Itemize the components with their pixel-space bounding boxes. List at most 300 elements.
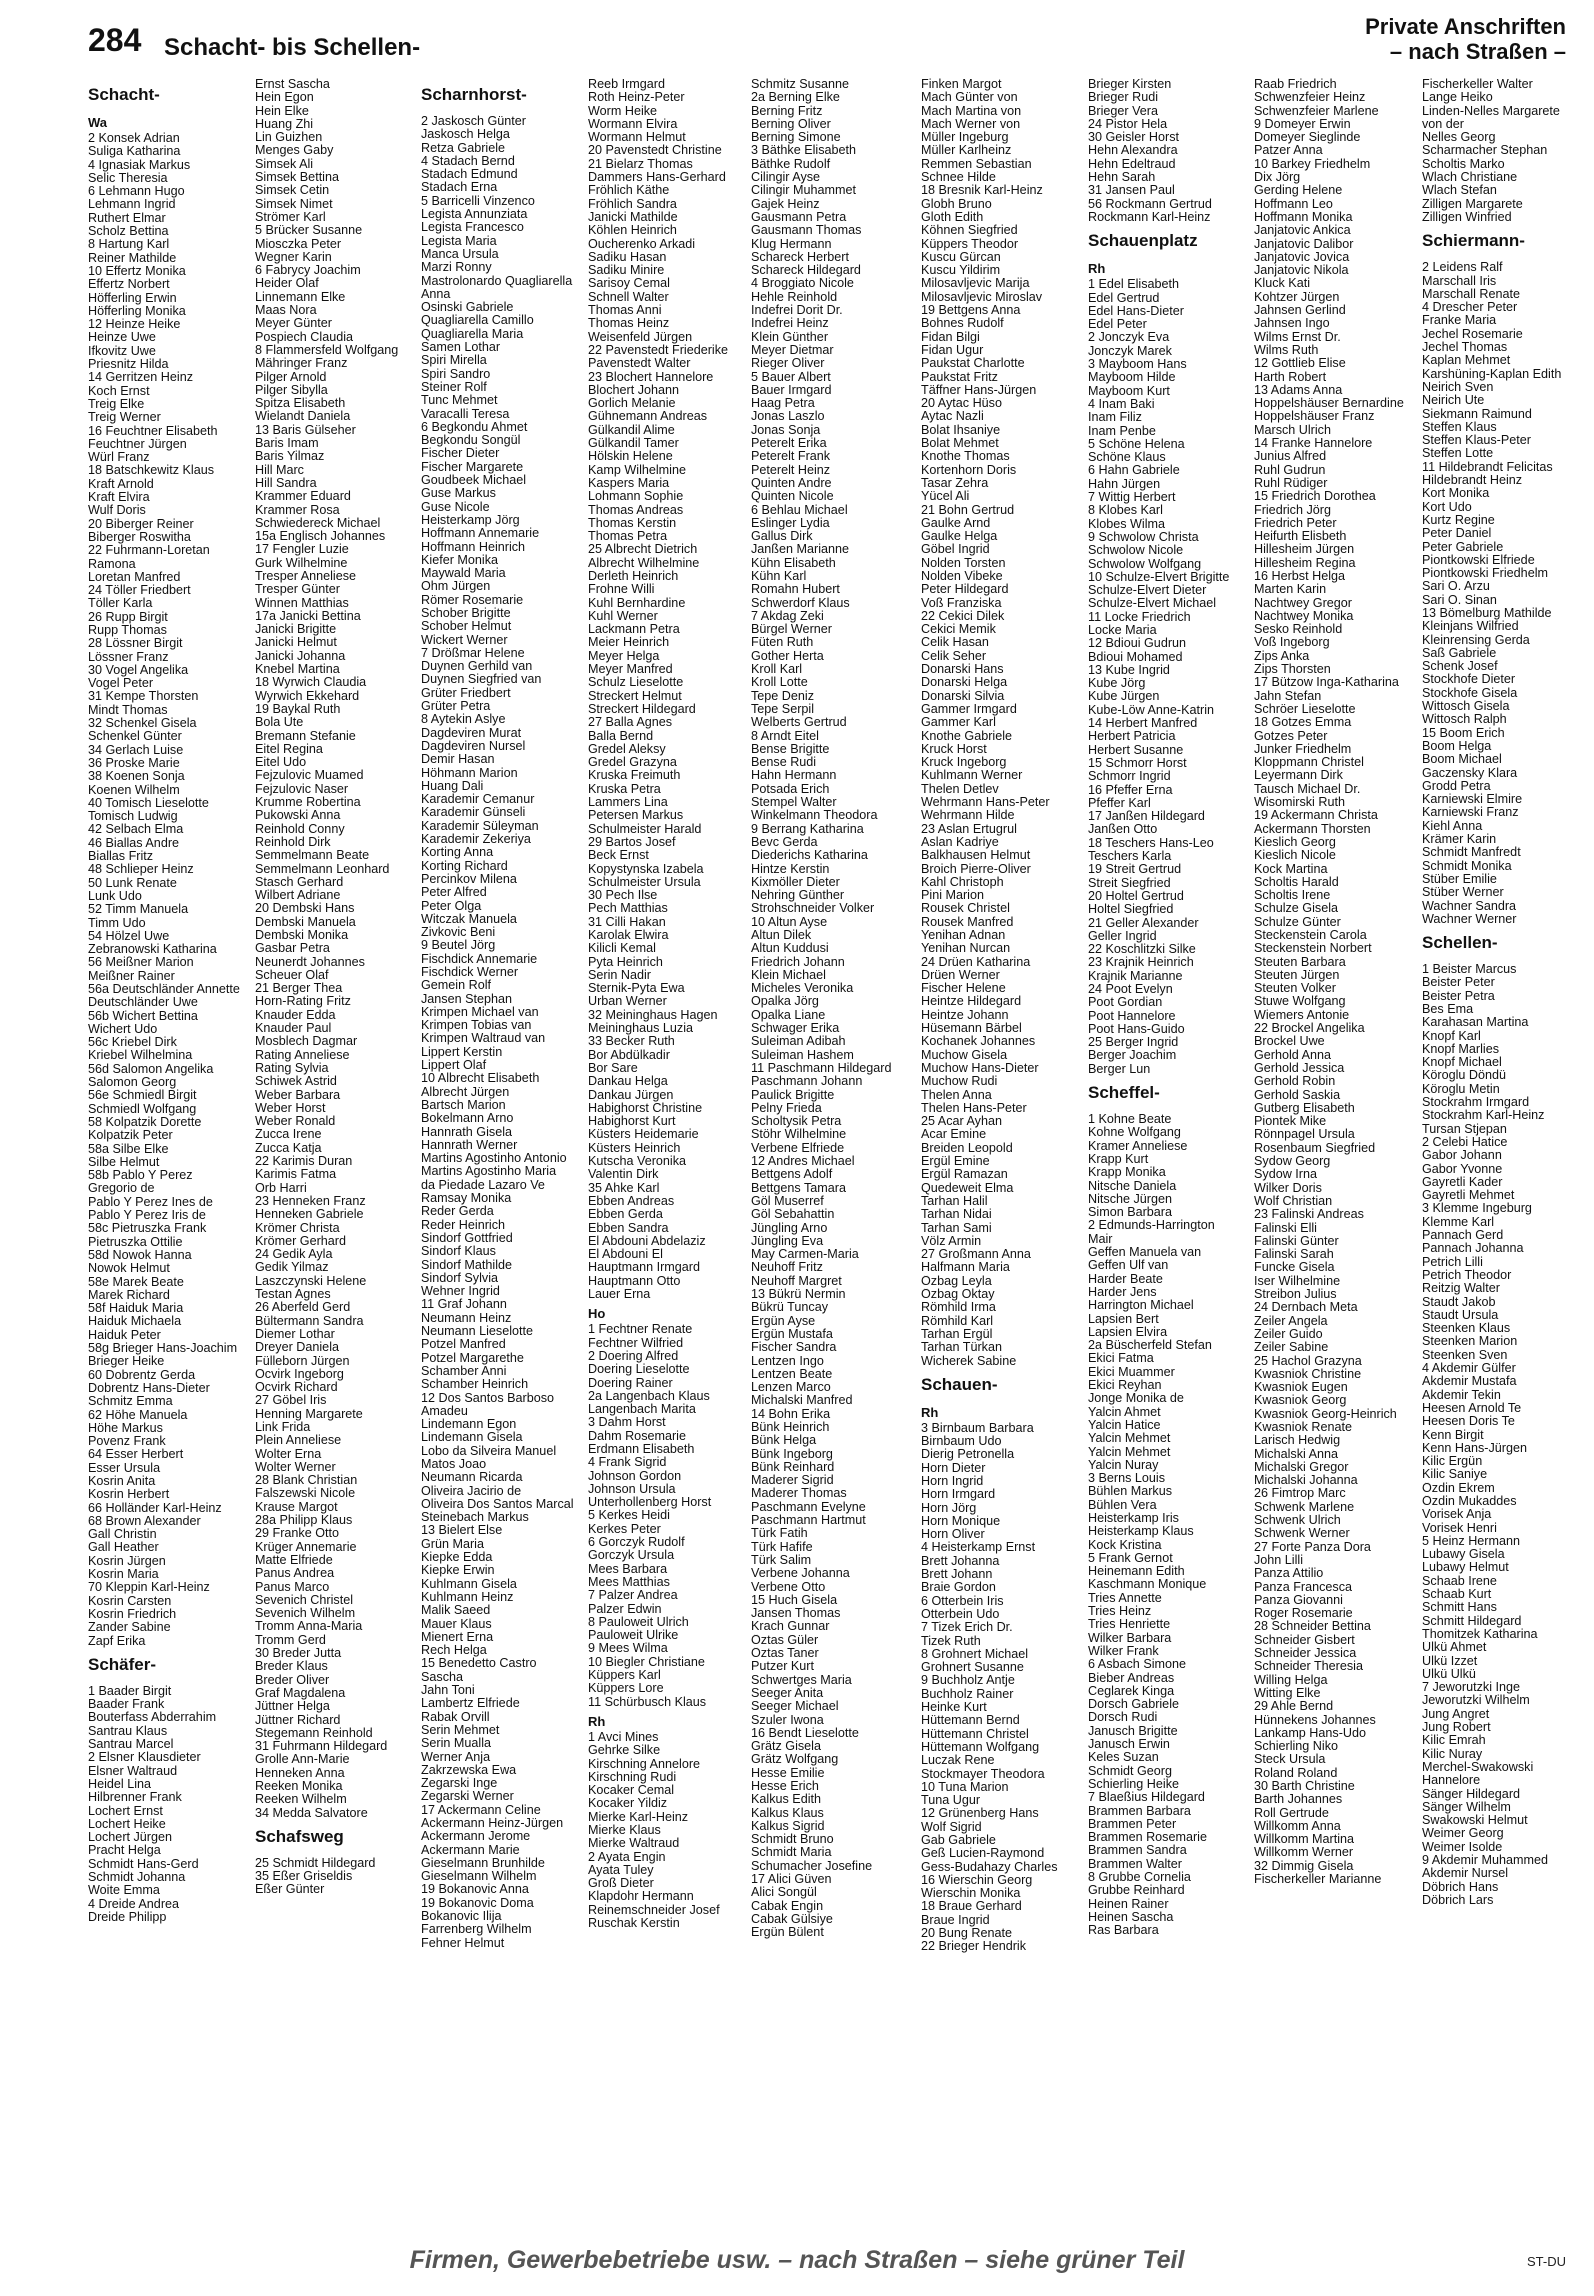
- directory-entry: 23 Aslan Ertugrul: [921, 822, 1017, 836]
- directory-entry: Dembski Manuela: [255, 915, 356, 929]
- directory-entry: 28 Schneider Bettina: [1254, 1620, 1371, 1634]
- directory-entry: Wickert Werner: [421, 633, 508, 647]
- directory-entry: Lankamp Hans-Udo: [1254, 1726, 1367, 1740]
- street-heading: Scharnhorst-: [421, 85, 527, 104]
- directory-entry: 26 Fimtrop Marc: [1254, 1487, 1346, 1501]
- directory-entry: 18 Teschers Hans-Leo: [1088, 836, 1214, 850]
- directory-entry: Steinebach Markus: [421, 1511, 529, 1525]
- directory-entry: Heinze Uwe: [88, 331, 156, 345]
- directory-entry: Öztas Taner: [751, 1647, 819, 1661]
- directory-entry: Kuhlmann Werner: [921, 769, 1023, 783]
- directory-entry: 16 Wierschin Georg: [921, 1873, 1033, 1887]
- directory-entry: Streit Siegfried: [1088, 876, 1171, 890]
- directory-entry: Fröhlich Sandra: [588, 197, 677, 211]
- directory-entry: Bense Rudi: [751, 756, 817, 770]
- directory-entry: Piontek Mike: [1254, 1115, 1327, 1129]
- directory-entry: Nachtwey Monika: [1254, 609, 1354, 623]
- directory-entry: Weber Horst: [255, 1101, 326, 1115]
- directory-entry: Roger Rosemarie: [1254, 1607, 1353, 1621]
- directory-entry: Wilker Doris: [1254, 1181, 1322, 1195]
- directory-entry: Schwenk Marlene: [1254, 1500, 1355, 1514]
- directory-entry: Krömer Gerhard: [255, 1234, 346, 1248]
- directory-entry: Kiehl Anna: [1422, 819, 1483, 833]
- directory-entry: Steenken Klaus: [1422, 1322, 1511, 1336]
- directory-entry: Wittosch Ralph: [1422, 713, 1507, 727]
- directory-entry: Bauer Irmgard: [751, 383, 832, 397]
- directory-entry: Hill Marc: [255, 463, 304, 477]
- directory-entry: Horn Irmgard: [921, 1488, 996, 1502]
- directory-entry: 22 Koschlitzki Silke: [1088, 943, 1196, 957]
- directory-entry: Anna: [421, 287, 451, 301]
- directory-entry: Hein Elke: [255, 104, 309, 118]
- directory-entry: Duynen Siegfried van: [421, 673, 542, 687]
- directory-entry: Peterelt Erika: [751, 437, 827, 451]
- directory-entry: Milosavljevic Marija: [921, 277, 1030, 291]
- directory-entry: Wiemers Antonie: [1254, 1008, 1350, 1022]
- directory-entry: Poot Gordian: [1088, 996, 1163, 1010]
- directory-entry: Kamp Wilhelmine: [588, 463, 686, 477]
- directory-entry: Ülkü Izzet: [1422, 1654, 1478, 1668]
- directory-entry: Lapsien Bert: [1088, 1312, 1159, 1326]
- footer-code: ST-DU: [1527, 2254, 1566, 2269]
- directory-entry: Göbel Ingrid: [921, 543, 990, 557]
- directory-entry: Muchow Hans-Dieter: [921, 1061, 1039, 1075]
- directory-entry: Kortenhorn Doris: [921, 463, 1017, 477]
- directory-entry: Gülkandil Tamer: [588, 437, 679, 451]
- directory-entry: Rating Anneliese: [255, 1048, 350, 1062]
- directory-entry: Bünk Reinhard: [751, 1460, 835, 1474]
- directory-entry: Kalkus Sigrid: [751, 1819, 825, 1833]
- directory-entry: 12 Andres Michael: [751, 1155, 855, 1169]
- directory-entry: Serin Mehmet: [421, 1723, 500, 1737]
- directory-entry: Füten Ruth: [751, 636, 814, 650]
- directory-entry: Schwerdorf Klaus: [751, 596, 850, 610]
- directory-entry: Beister Petra: [1422, 989, 1495, 1003]
- directory-entry: Seeger Anita: [751, 1686, 824, 1700]
- directory-entry: Hilbrenner Frank: [88, 1791, 182, 1805]
- directory-entry: Jonczyk Marek: [1088, 344, 1172, 358]
- directory-entry: Bünk Helga: [751, 1434, 817, 1448]
- directory-entry: Reder Heinrich: [421, 1218, 505, 1232]
- directory-entry: Karademir Cemanur: [421, 793, 535, 807]
- directory-entry: 30 Barth Christine: [1254, 1780, 1355, 1793]
- directory-entry: Heisterkamp Jörg: [421, 513, 520, 527]
- directory-entry: Koch Ernst: [88, 384, 150, 398]
- directory-entry: 9 Domeyer Erwin: [1254, 117, 1351, 131]
- directory-entry: 17 Alici Güven: [751, 1873, 832, 1887]
- directory-entry: Schierling Niko: [1254, 1740, 1338, 1754]
- directory-entry: Lackmann Petra: [588, 623, 680, 637]
- directory-entry: Matos Joao: [421, 1457, 487, 1471]
- directory-entry: Zilligen Winfried: [1422, 210, 1512, 224]
- directory-entry: May Carmen-Maria: [751, 1248, 859, 1262]
- directory-entry: Steck Ursula: [1254, 1753, 1326, 1767]
- directory-entry: Tuna Ugur: [921, 1794, 981, 1808]
- directory-entry: 23 Blochert Hannelore: [588, 370, 714, 384]
- directory-entry: Friedrich Jörg: [1254, 503, 1331, 517]
- directory-entry: Karolak Elwira: [588, 929, 669, 942]
- directory-entry: Vorisek Henri: [1422, 1521, 1497, 1535]
- directory-entry: Mierke Klaus: [588, 1824, 661, 1837]
- directory-entry: 2a Berning Elke: [751, 91, 840, 105]
- directory-entry: Mees Barbara: [588, 1562, 668, 1576]
- directory-entry: Korting Richard: [421, 859, 508, 873]
- page-number: 284: [88, 22, 142, 58]
- directory-entry: Fischdick Werner: [421, 966, 519, 979]
- directory-entry: Wlach Christiane: [1422, 171, 1518, 185]
- directory-entry: Voß Ingeborg: [1254, 636, 1330, 650]
- directory-entry: Povenz Frank: [88, 1435, 166, 1449]
- directory-entry: Türk Hafife: [751, 1540, 813, 1554]
- directory-entry: 9 Akdemir Muhammed: [1422, 1854, 1548, 1867]
- street-heading: Schacht-: [88, 85, 160, 104]
- directory-entry: 58d Nowok Hanna: [88, 1248, 192, 1262]
- directory-entry: 15 Friedrich Dorothea: [1254, 490, 1376, 504]
- directory-entry: Gieselmann Brunhilde: [421, 1856, 545, 1870]
- directory-entry: Raab Friedrich: [1254, 78, 1337, 91]
- directory-entry: Kilic Emrah: [1422, 1734, 1486, 1748]
- directory-entry: Gall Christin: [88, 1528, 157, 1542]
- directory-entry: 24 Pistor Hela: [1088, 117, 1168, 131]
- directory-entry: Bühlen Vera: [1088, 1498, 1157, 1512]
- directory-entry: Woite Emma: [88, 1884, 160, 1898]
- directory-entry: Höfferling Erwin: [88, 291, 177, 305]
- directory-entry: Knothe Thomas: [921, 450, 1010, 464]
- directory-entry: 9 Buchholz Antje: [921, 1674, 1015, 1688]
- directory-entry: Bünk Heinrich: [751, 1420, 830, 1434]
- directory-entry: Özdin Ekrem: [1422, 1481, 1495, 1495]
- directory-entry: Potzel Margarethe: [421, 1351, 524, 1365]
- directory-entry: Scholtis Irene: [1254, 889, 1331, 903]
- directory-entry: Gajek Heinz: [751, 197, 820, 211]
- directory-entry: Altun Kuddusi: [751, 942, 829, 956]
- directory-entry: Pilger Sibylla: [255, 383, 328, 397]
- directory-entry: 58a Silbe Elke: [88, 1142, 169, 1156]
- directory-entry: 2 Jonczyk Eva: [1088, 331, 1170, 345]
- directory-entry: Ekici Fatma: [1088, 1352, 1154, 1366]
- directory-entry: Potzel Manfred: [421, 1338, 506, 1352]
- directory-entry: Tasar Zehra: [921, 476, 989, 490]
- directory-entry: 9 Berrang Katharina: [751, 822, 864, 836]
- directory-entry: Kurtz Regine: [1422, 513, 1495, 527]
- directory-entry: Höhe Markus: [88, 1421, 163, 1435]
- directory-entry: Lehmann Ingrid: [88, 198, 176, 212]
- directory-entry: Küppers Karl: [588, 1669, 661, 1683]
- directory-entry: 17 Bützow Inga-Katharina: [1254, 676, 1399, 690]
- directory-entry: Kruska Petra: [588, 782, 661, 796]
- directory-entry: Milosavljevic Miroslav: [921, 290, 1043, 304]
- directory-entry: Weisenfeld Jürgen: [588, 330, 693, 344]
- directory-entry: Fidan Ugur: [921, 343, 984, 357]
- directory-column-8: [1254, 78, 1414, 1886]
- directory-entry: Ruhl Rüdiger: [1254, 476, 1328, 490]
- directory-entry: Albrecht Jürgen: [421, 1085, 510, 1099]
- directory-entry: Klug Hermann: [751, 237, 832, 251]
- directory-entry: Bolat Ihsaniye: [921, 423, 1001, 437]
- directory-entry: 2 Jaskosch Günter: [421, 115, 526, 128]
- directory-entry: Horn-Rating Fritz: [255, 995, 351, 1009]
- directory-entry: 30 Geisler Horst: [1088, 131, 1179, 145]
- directory-entry: Brieger Rudi: [1088, 91, 1158, 105]
- directory-entry: Pablo Y Perez Ines de: [88, 1195, 213, 1209]
- directory-entry: Heintze Johann: [921, 1008, 1009, 1022]
- directory-entry: Suleiman Hashem: [751, 1048, 854, 1062]
- directory-entry: Jeworutzki Wilhelm: [1422, 1694, 1530, 1708]
- directory-entry: Falszewski Nicole: [255, 1487, 356, 1501]
- directory-entry: 29 Franke Otto: [255, 1527, 339, 1541]
- directory-entry: Guse Markus: [421, 487, 496, 501]
- directory-entry: 2 Konsek Adrian: [88, 132, 180, 145]
- directory-entry: Kilic Saniye: [1422, 1468, 1488, 1482]
- directory-entry: Tepe Serpil: [751, 702, 815, 716]
- directory-entry: Reder Gerda: [421, 1205, 494, 1219]
- directory-entry: Wormann Helmut: [588, 131, 686, 145]
- directory-entry: Kosrin Anita: [88, 1474, 156, 1488]
- directory-entry: Janicki Brigitte: [255, 623, 337, 637]
- directory-entry: 3 Klemme Ingeburg: [1422, 1202, 1532, 1216]
- directory-entry: Janicki Johanna: [255, 649, 346, 663]
- directory-entry: Berger Lun: [1088, 1062, 1151, 1076]
- directory-entry: Kocaker Yildiz: [588, 1797, 668, 1811]
- directory-entry: Dankau Helga: [588, 1075, 668, 1089]
- directory-entry: Martins Agostinho Antonio: [421, 1152, 567, 1166]
- directory-entry: Nelles Georg: [1422, 131, 1496, 145]
- directory-entry: Braue Ingrid: [921, 1913, 990, 1927]
- directory-entry: Ebben Andreas: [588, 1194, 675, 1208]
- directory-entry: 22 Fuhrmann-Loretan: [88, 544, 210, 558]
- directory-entry: 19 Bokanovic Doma: [421, 1896, 534, 1910]
- directory-entry: Grätz Wolfgang: [751, 1753, 839, 1767]
- directory-entry: Karahasan Martina: [1422, 1016, 1529, 1030]
- directory-entry: Krimpen Michael van: [421, 1005, 539, 1019]
- directory-entry: Bremann Stefanie: [255, 729, 356, 743]
- directory-entry: Pauloweit Ulrike: [588, 1629, 679, 1643]
- directory-entry: 7 Palzer Andrea: [588, 1589, 678, 1603]
- directory-entry: Derleth Heinrich: [588, 569, 679, 583]
- directory-entry: Dobrentz Hans-Dieter: [88, 1381, 210, 1395]
- directory-entry: Tresper Günter: [255, 583, 340, 597]
- directory-entry: 18 Batschkewitz Klaus: [88, 464, 214, 478]
- directory-entry: Heesen Arnold Te: [1422, 1401, 1522, 1415]
- directory-entry: Marschall Renate: [1422, 287, 1520, 301]
- directory-entry: 11 Paschmann Hildegard: [751, 1061, 892, 1075]
- directory-entry: Diemer Lothar: [255, 1327, 335, 1341]
- directory-entry: Steenken Marion: [1422, 1335, 1518, 1349]
- directory-entry: 34 Medda Salvatore: [255, 1806, 368, 1820]
- directory-entry: Schierling Heike: [1088, 1777, 1179, 1791]
- directory-entry: 11 Hildebrandt Felicitas: [1422, 460, 1553, 474]
- directory-entry: Boom Michael: [1422, 753, 1502, 767]
- directory-entry: Ergül Ramazan: [921, 1168, 1008, 1182]
- directory-entry: Reinemschneider Josef: [588, 1903, 720, 1917]
- directory-entry: Inam Penbe: [1088, 424, 1156, 438]
- directory-entry: Grüter Friedbert: [421, 686, 511, 700]
- directory-entry: 3 Dahm Horst: [588, 1416, 666, 1430]
- directory-entry: 20 Aytac Hüso: [921, 397, 1002, 411]
- directory-entry: Nachtwey Gregor: [1254, 596, 1352, 610]
- directory-entry: Dagdeviren Murat: [421, 726, 522, 740]
- directory-entry: 24 Dernbach Meta: [1254, 1301, 1358, 1315]
- directory-entry: Micheles Veronika: [751, 982, 854, 996]
- directory-entry: Hein Egon: [255, 91, 314, 105]
- directory-entry: 4 Drescher Peter: [1422, 301, 1518, 315]
- directory-entry: 4 Stadach Bernd: [421, 154, 515, 168]
- directory-entry: Wolter Erna: [255, 1447, 322, 1461]
- directory-entry: 10 Tuna Marion: [921, 1780, 1009, 1794]
- directory-entry: Finken Margot: [921, 78, 1002, 91]
- directory-entry: Legista Annunziata: [421, 208, 528, 222]
- directory-entry: 58c Pietruszka Frank: [88, 1222, 207, 1236]
- directory-entry: Köhnen Siegfried: [921, 224, 1018, 238]
- directory-entry: Opalka Liane: [751, 1008, 826, 1022]
- directory-entry: Osinski Gabriele: [421, 301, 514, 315]
- directory-entry: Welberts Gertrud: [751, 716, 847, 730]
- directory-entry: 64 Esser Herbert: [88, 1448, 184, 1462]
- directory-entry: 66 Holländer Karl-Heinz: [88, 1501, 222, 1515]
- directory-entry: Michalski Manfred: [751, 1394, 853, 1408]
- directory-entry: Gerhold Robin: [1254, 1075, 1336, 1089]
- directory-entry: Kuhlmann Gisela: [421, 1577, 517, 1591]
- directory-entry: 56d Salomon Angelika: [88, 1062, 214, 1076]
- directory-entry: Klobes Wilma: [1088, 517, 1165, 531]
- directory-entry: 9 Schwolow Christa: [1088, 530, 1199, 544]
- directory-entry: Korting Anna: [421, 846, 494, 860]
- directory-entry: Schmidt Bruno: [751, 1833, 834, 1847]
- directory-entry: Sindorf Mathilde: [421, 1258, 513, 1272]
- directory-entry: Kuhl Bernhardine: [588, 596, 686, 610]
- directory-entry: Tomisch Ludwig: [88, 810, 178, 824]
- directory-entry: 22 Karimis Duran: [255, 1155, 353, 1169]
- directory-entry: Tarhan Nidai: [921, 1208, 992, 1222]
- directory-entry: 12 Dos Santos Barboso: [421, 1391, 555, 1405]
- directory-entry: Kopystynska Izabela: [588, 862, 704, 876]
- directory-entry: Heifurth Elisbeth: [1254, 530, 1347, 544]
- directory-entry: Ocvirk Ingeborg: [255, 1367, 344, 1381]
- directory-entry: Friedrich Peter: [1254, 516, 1337, 530]
- directory-entry: Meier Heinrich: [588, 636, 670, 650]
- directory-entry: Wegner Karin: [255, 250, 332, 264]
- directory-entry: 22 Brieger Hendrik: [921, 1940, 1026, 1954]
- directory-entry: Michalski Gregor: [1254, 1460, 1349, 1474]
- directory-entry: Poot Hans-Guido: [1088, 1022, 1185, 1036]
- directory-entry: Hahn Hermann: [751, 769, 837, 783]
- directory-entry: Karademir Zekeriya: [421, 833, 531, 847]
- directory-entry: Elsner Waltraud: [88, 1764, 178, 1778]
- directory-entry: Poot Hannelore: [1088, 1009, 1176, 1023]
- directory-entry: Lin Guizhen: [255, 131, 323, 145]
- directory-entry: Gausmann Petra: [751, 210, 847, 224]
- directory-entry: Rieger Oliver: [751, 357, 825, 371]
- directory-entry: Berning Oliver: [751, 117, 831, 131]
- directory-entry: Wachner Werner: [1422, 912, 1517, 926]
- directory-entry: Bdioui Mohamed: [1088, 650, 1183, 664]
- directory-entry: Bartsch Marion: [421, 1098, 506, 1112]
- directory-entry: 7 Drößmar Helene: [421, 646, 525, 660]
- directory-entry: Hauptmann Irmgard: [588, 1261, 700, 1275]
- directory-entry: 31 Cilli Hakan: [588, 915, 666, 929]
- directory-entry: Stuwe Wolfgang: [1254, 995, 1346, 1009]
- directory-entry: Paschmann Hartmut: [751, 1514, 866, 1528]
- directory-entry: Schneider Jessica: [1254, 1647, 1357, 1661]
- directory-entry: Gerding Helene: [1254, 184, 1343, 198]
- directory-entry: Özdin Mukaddes: [1422, 1494, 1517, 1508]
- directory-entry: Schmidt Johanna: [88, 1871, 186, 1884]
- directory-entry: Strömer Karl: [255, 210, 326, 224]
- directory-entry: Wilbert Adriane: [255, 889, 341, 903]
- directory-entry: Krapp Monika: [1088, 1166, 1166, 1180]
- directory-entry: Reiner Mathilde: [88, 251, 177, 265]
- directory-entry: Jahnsen Gerlind: [1254, 304, 1346, 318]
- directory-entry: 20 Biberger Reiner: [88, 517, 194, 531]
- directory-entry: Jaskosch Helga: [421, 128, 510, 142]
- directory-entry: Vogel Peter: [88, 677, 154, 691]
- page-header: [88, 14, 1566, 66]
- directory-entry: Lambertz Elfriede: [421, 1697, 520, 1711]
- directory-entry: Ebben Gerda: [588, 1208, 663, 1222]
- directory-entry: Weber Ronald: [255, 1115, 336, 1129]
- directory-entry: 5 Kerkes Heidi: [588, 1509, 670, 1523]
- directory-entry: 15a Englisch Johannes: [255, 530, 386, 544]
- directory-entry: Ergün Mustafa: [751, 1327, 833, 1341]
- directory-entry: Oucherenko Arkadi: [588, 237, 696, 251]
- directory-entry: Stockmayer Theodora: [921, 1767, 1045, 1781]
- directory-entry: 1 Fechtner Renate: [588, 1323, 693, 1337]
- directory-entry: Goudbeek Michael: [421, 474, 527, 488]
- directory-entry: Stüber Emilie: [1422, 872, 1497, 886]
- directory-entry: 10 Biegler Christiane: [588, 1655, 705, 1669]
- directory-entry: Urban Werner: [588, 995, 667, 1009]
- directory-entry: 8 Aytekin Aslye: [421, 713, 506, 727]
- directory-entry: El Abdouni Abdelaziz: [588, 1234, 706, 1248]
- directory-entry: 8 Arndt Eitel: [751, 729, 819, 743]
- directory-entry: Pablo Y Perez Iris de: [88, 1209, 206, 1223]
- directory-entry: Karimis Fatma: [255, 1168, 337, 1182]
- directory-entry: Mach Werner von: [921, 117, 1021, 131]
- directory-entry: Lauer Erna: [588, 1288, 651, 1302]
- directory-entry: Karademir Süleyman: [421, 819, 539, 833]
- directory-entry: 14 Franke Hannelore: [1254, 437, 1373, 451]
- directory-entry: 42 Selbach Elma: [88, 823, 184, 837]
- directory-entry: Petrich Theodor: [1422, 1268, 1512, 1282]
- directory-entry: Wierschin Monika: [921, 1887, 1021, 1901]
- directory-entry: Fischerkeller Walter: [1422, 78, 1533, 91]
- directory-entry: Thomas Anni: [588, 304, 662, 318]
- directory-entry: Tursan Stjepan: [1422, 1122, 1507, 1136]
- directory-entry: Schmidt Monika: [1422, 859, 1512, 873]
- directory-entry: Barth Johannes: [1254, 1793, 1343, 1807]
- directory-entry: 16 Feuchtner Elisabeth: [88, 424, 218, 438]
- directory-entry: Höfferling Monika: [88, 304, 186, 318]
- directory-entry: Geller Ingrid: [1088, 929, 1157, 943]
- directory-entry: Kocaker Cemal: [588, 1784, 675, 1798]
- directory-entry: Meyer Manfred: [588, 663, 673, 677]
- directory-entry: Sindorf Klaus: [421, 1245, 496, 1259]
- directory-entry: Celik Hasan: [921, 636, 989, 650]
- directory-entry: 13 Baris Gülseher: [255, 423, 356, 437]
- directory-entry: Spiri Sandro: [421, 367, 491, 381]
- directory-entry: Henneken Anna: [255, 1766, 345, 1780]
- directory-entry: Lentzen Beate: [751, 1367, 833, 1381]
- directory-entry: Schmiedl Wolfgang: [88, 1102, 197, 1116]
- directory-entry: 56a Deutschländer Annette: [88, 983, 240, 996]
- directory-entry: Grohnert Susanne: [921, 1661, 1024, 1675]
- directory-entry: Wlach Stefan: [1422, 184, 1497, 198]
- directory-entry: Hesse Erich: [751, 1780, 819, 1793]
- directory-entry: Lammers Lina: [588, 796, 668, 810]
- directory-entry: Thomas Heinz: [588, 317, 670, 331]
- directory-entry: Ruthert Elmar: [88, 211, 166, 225]
- directory-entry: Krach Gunnar: [751, 1620, 830, 1634]
